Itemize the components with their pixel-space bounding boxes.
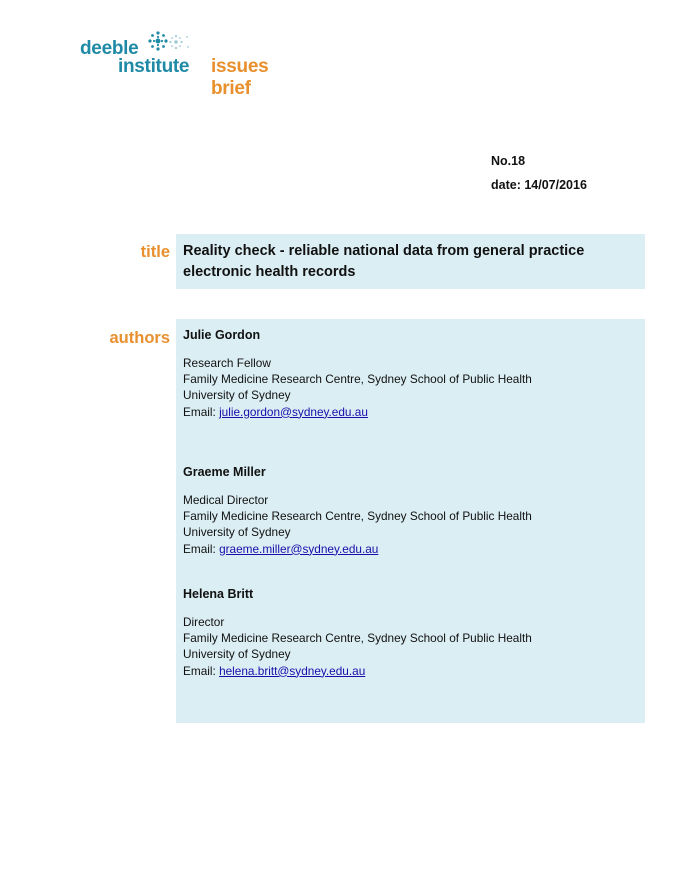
email-label: Email: xyxy=(183,663,220,678)
logo-word-issues-brief: issues brief xyxy=(211,56,269,99)
author-organization: Family Medicine Research Centre, Sydney School of Public Health xyxy=(183,631,532,646)
issue-date: date: 14/07/2016 xyxy=(491,178,587,192)
author-university: University of Sydney xyxy=(183,647,291,662)
author-organization: Family Medicine Research Centre, Sydney School of Public Health xyxy=(183,509,532,524)
authors-section-label: authors xyxy=(109,329,170,347)
author-email-link[interactable]: julie.gordon@sydney.edu.au xyxy=(219,404,368,419)
author-name: Helena Britt xyxy=(183,587,254,601)
title-line-1: Reality check - reliable national data from general practice xyxy=(183,243,585,259)
author-email-line xyxy=(183,404,532,420)
author-block xyxy=(183,587,532,679)
title-section-label: title xyxy=(140,243,170,261)
logo-word-deeble: deeble xyxy=(80,38,139,59)
issue-number: No.18 xyxy=(491,154,526,168)
title-box xyxy=(176,234,645,289)
author-university: University of Sydney xyxy=(183,525,291,540)
snowflake-logo-icon xyxy=(144,28,194,56)
author-organization: Family Medicine Research Centre, Sydney School of Public Health xyxy=(183,372,532,387)
author-block xyxy=(183,328,532,420)
document-title xyxy=(183,241,638,283)
author-role: Director xyxy=(183,615,225,629)
author-email-line xyxy=(183,541,532,557)
author-role: Medical Director xyxy=(183,493,269,507)
author-email-link[interactable]: graeme.miller@sydney.edu.au xyxy=(219,541,379,556)
author-role: Research Fellow xyxy=(183,356,271,370)
author-block xyxy=(183,465,532,557)
author-name: Julie Gordon xyxy=(183,328,261,342)
deeble-institute-logo xyxy=(80,28,310,99)
title-line-2: electronic health records xyxy=(183,264,356,280)
author-university: University of Sydney xyxy=(183,388,291,403)
email-label: Email: xyxy=(183,404,220,419)
author-email-line xyxy=(183,663,532,679)
email-label: Email: xyxy=(183,541,220,556)
author-name: Graeme Miller xyxy=(183,465,266,479)
author-email-link[interactable]: helena.britt@sydney.edu.au xyxy=(219,663,366,678)
authors-box xyxy=(176,319,645,723)
logo-word-institute: institute xyxy=(118,56,190,77)
